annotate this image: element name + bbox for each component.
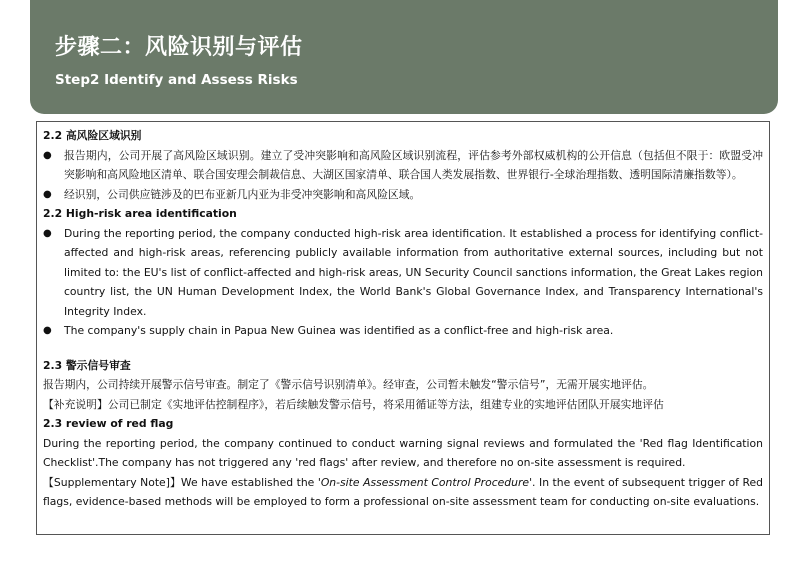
paragraph: 【补充说明】公司已制定《实地评估控制程序》，若后续触发警示信号，将采用循证等方法，组建专业的实地评估团队开展实地评估: [43, 397, 664, 411]
bullet-icon: ●: [43, 188, 52, 200]
page-title-cn: 步骤二：风险识别与评估: [55, 35, 303, 60]
bullet-text: 经识别，公司供应链涉及的巴布亚新几内亚为非受冲突影响和高风险区域。: [64, 187, 421, 201]
paragraph: [43, 473, 763, 512]
section-2-3-heading-en: 2.3 review of red flag: [43, 417, 174, 430]
bullet-icon: ●: [43, 325, 52, 336]
list-item: [43, 321, 763, 341]
spacer: [43, 341, 763, 356]
bullet-icon: ●: [43, 227, 52, 239]
page-title-en: Step2 Identify and Assess Risks: [55, 72, 298, 88]
header-banner: [30, 0, 778, 114]
list-item: [43, 224, 763, 322]
paragraph: During the reporting period, the company continued to conduct warning signal reviews and formulated the 'Red flag Identification Checklist'.The company has not triggered any 'red flags' after review, and therefore no on-site assessment is required.: [43, 436, 763, 469]
note-suffix: . In the event of subsequent trigger of Red flags, evidence-based methods will be employed to form a professional on-site assessment team for conducting on-site evaluations.: [43, 475, 763, 508]
paragraph: 报告期内，公司持续开展警示信号审查。制定了《警示信号识别清单》。经审查，公司暂未触发“警示信号”，无需开展实地评估。: [43, 378, 654, 391]
bullet-text: 报告期内，公司开展了高风险区域识别。建立了受冲突影响和高风险区域识别流程，评估参考外部权威机构的公开信息（包括但不限于：欧盟受冲突影响和高风险地区清单、联合国安理会制裁信息、大湖区国家清单、联合国人类发展指数、世界银行-全球治理指数、透明国际清廉指数等）。: [64, 148, 763, 181]
bullet-text: The company's supply chain in Papua New Guinea was identified as a conflict-free and high-risk area.: [64, 324, 614, 337]
section-2-2-heading-en: 2.2 High-risk area identification: [43, 207, 237, 220]
procedure-name: On-site Assessment Control Procedure': [320, 475, 533, 489]
note-prefix: 【Supplementary Note]】We have established the ': [43, 475, 321, 489]
content-box: [36, 121, 770, 535]
list-item: [43, 146, 763, 185]
section-2-3-heading-cn: 2.3 警示信号审查: [43, 358, 131, 372]
bullet-text: During the reporting period, the company conducted high-risk area identification. It established a process for identifying conflict-affected and high-risk areas, referencing publicly available information from authoritative external sources, including but not limited to: the EU's list of conflict-affected and high-risk areas, UN Security Council sanctions information, the Great Lakes region country list, the UN Human Development Index, the World Bank's Global Governance Index, and Transparency International's Integrity Index.: [64, 226, 763, 318]
list-item: [43, 185, 763, 205]
bullet-icon: ●: [43, 149, 52, 161]
section-2-2-heading-cn: 2.2 高风险区域识别: [43, 129, 142, 142]
